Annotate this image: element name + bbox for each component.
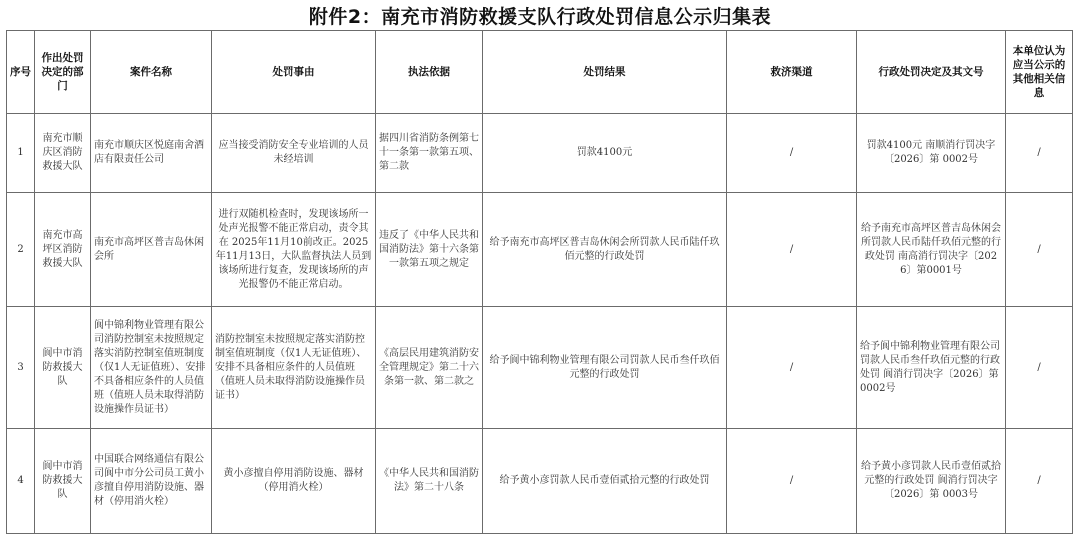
- header-dept: 作出处罚决定的部门: [35, 31, 91, 114]
- cell-remedy: /: [727, 193, 857, 307]
- cell-no: 3: [7, 307, 35, 429]
- header-remedy: 救济渠道: [727, 31, 857, 114]
- cell-dept: 南充市高坪区消防救援大队: [35, 193, 91, 307]
- page-title: 附件2：南充市消防救援支队行政处罚信息公示归集表: [308, 6, 772, 28]
- cell-case: 南充市高坪区普吉岛休闲会所: [91, 193, 212, 307]
- penalty-table: [6, 30, 1073, 534]
- table-row: [7, 193, 1073, 307]
- cell-reason: 消防控制室未按照规定落实消防控制室值班制度（仅1人无证值班）、安排不具备相应条件的人员值班（值班人员未取得消防设施操作员证书）: [212, 307, 376, 429]
- cell-basis: 据四川省消防条例第七十一条第一款第五项、第二款: [376, 114, 483, 193]
- header-result: 处罚结果: [483, 31, 727, 114]
- cell-case: 南充市顺庆区悦庭南舍酒店有限责任公司: [91, 114, 212, 193]
- table-row: [7, 114, 1073, 193]
- cell-case: 中国联合网络通信有限公司阆中市分公司员工黄小彦擅自停用消防设施、器材（停用消火栓）: [91, 429, 212, 534]
- cell-dept: 南充市顺庆区消防救援大队: [35, 114, 91, 193]
- cell-remedy: /: [727, 114, 857, 193]
- cell-decision: 给予黄小彦罚款人民币壹佰贰拾元整的行政处罚 阆消行罚决字〔2026〕第 0003号: [857, 429, 1006, 534]
- header-no: 序号: [7, 31, 35, 114]
- header-reason: 处罚事由: [212, 31, 376, 114]
- header-basis: 执法依据: [376, 31, 483, 114]
- cell-case: 阆中锦利物业管理有限公司消防控制室未按照规定落实消防控制室值班制度（仅1人无证值班）、安排不具备相应条件的人员值班（值班人员未取得消防设施操作员证书）: [91, 307, 212, 429]
- table-header-row: [7, 31, 1073, 114]
- header-decision: 行政处罚决定及其文号: [857, 31, 1006, 114]
- cell-result: 给予南充市高坪区普吉岛休闲会所罚款人民币陆仟玖佰元整的行政处罚: [483, 193, 727, 307]
- table-row: [7, 429, 1073, 534]
- cell-result: 罚款4100元: [483, 114, 727, 193]
- cell-decision: 给予阆中锦利物业管理有限公司罚款人民币叁仟玖佰元整的行政处罚 阆消行罚决字〔2026〕第 0002号: [857, 307, 1006, 429]
- cell-no: 1: [7, 114, 35, 193]
- table-row: [7, 307, 1073, 429]
- header-other: 本单位认为应当公示的其他相关信息: [1006, 31, 1073, 114]
- cell-other: /: [1006, 114, 1073, 193]
- cell-other: /: [1006, 307, 1073, 429]
- cell-result: 给予阆中锦利物业管理有限公司罚款人民币叁仟玖佰元整的行政处罚: [483, 307, 727, 429]
- cell-other: /: [1006, 429, 1073, 534]
- cell-other: /: [1006, 193, 1073, 307]
- cell-no: 4: [7, 429, 35, 534]
- cell-decision: 罚款4100元 南顺消行罚决字〔2026〕第 0002号: [857, 114, 1006, 193]
- cell-reason: 应当接受消防安全专业培训的人员未经培训: [212, 114, 376, 193]
- cell-remedy: /: [727, 307, 857, 429]
- cell-result: 给予黄小彦罚款人民币壹佰贰拾元整的行政处罚: [483, 429, 727, 534]
- cell-reason: 黄小彦擅自停用消防设施、器材（停用消火栓）: [212, 429, 376, 534]
- cell-dept: 阆中市消防救援大队: [35, 307, 91, 429]
- cell-reason: 进行双随机检查时，发现该场所一处声光报警不能正常启动，责令其在 2025年11月10前改正。2025年11月13日，大队监督执法人员到该场所进行复查，发现该场所的声光报警仍不能正常启动。: [212, 193, 376, 307]
- cell-dept: 阆中市消防救援大队: [35, 429, 91, 534]
- cell-no: 2: [7, 193, 35, 307]
- cell-basis: 《高层民用建筑消防安全管理规定》第二十六条第一款、第二款之: [376, 307, 483, 429]
- cell-decision: 给予南充市高坪区普吉岛休闲会所罚款人民币陆仟玖佰元整的行政处罚 南高消行罚决字〔2026〕第0001号: [857, 193, 1006, 307]
- cell-remedy: /: [727, 429, 857, 534]
- cell-basis: 违反了《中华人民共和国消防法》第十六条第一款第五项之规定: [376, 193, 483, 307]
- header-case: 案件名称: [91, 31, 212, 114]
- cell-basis: 《中华人民共和国消防法》第二十八条: [376, 429, 483, 534]
